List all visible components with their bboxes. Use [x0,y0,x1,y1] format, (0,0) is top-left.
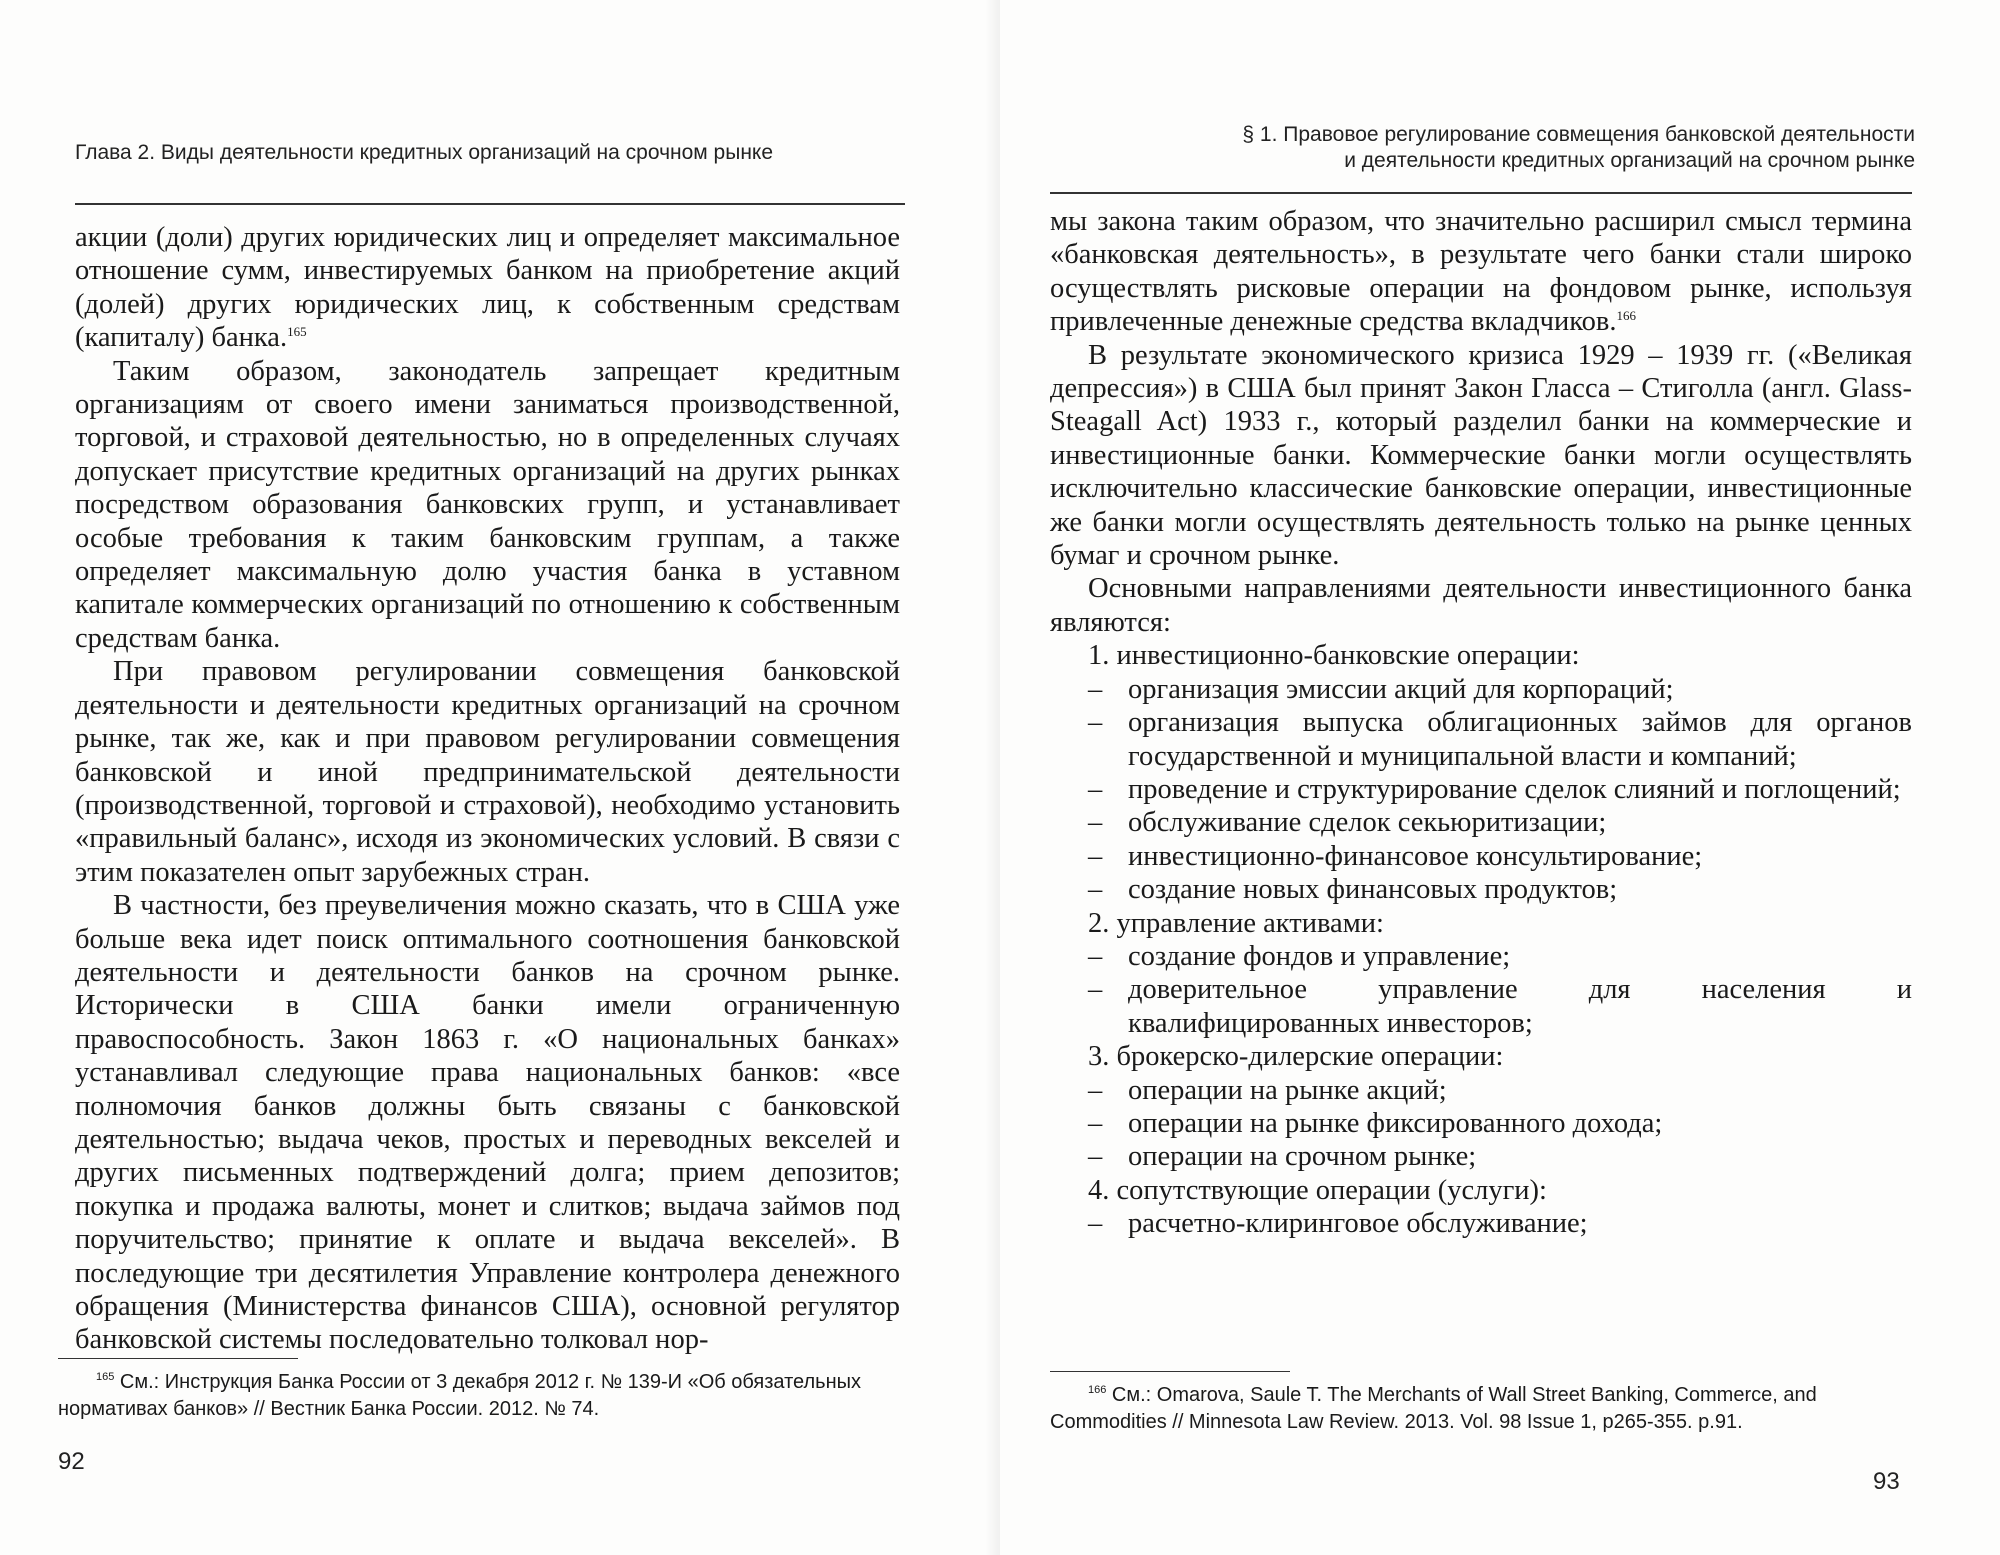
list-item [1050,1207,1912,1240]
right-paragraph-3: Основными направлениями деятельности инвестиционного банка являются: [1050,573,1912,638]
right-paragraph-1 [1050,205,1912,339]
list-item [1050,1074,1912,1107]
list-heading [1050,907,1912,940]
right-paragraph-1-text: мы закона таким образом, что значительно расширил смысл термина «банковская деятельность», в результате чего банки стали широко осуществлять рисковые операции на фондовом рынке, используя привлеченные денежные средства вкладчиков. [1050,206,1912,338]
list-item-text: 2. управление активами: [1088,907,1384,939]
right-page-number: 93 [1873,1468,1900,1495]
dash-marker: – [1088,940,1103,972]
right-footnote-rule [1050,1371,1290,1372]
dash-marker: – [1088,1141,1103,1173]
list-heading [1050,1174,1912,1207]
list-item [1050,840,1912,873]
list-item [1050,873,1912,906]
left-footnote-rule [58,1358,298,1359]
list-item-text: организация выпуска облигационных займов для органов государственной и муниципальной власти и компаний; [1128,707,1912,772]
footnote-ref-166: 166 [1616,308,1636,324]
list-item-text: инвестиционно-финансовое консультирование; [1128,840,1703,872]
list-item-text: расчетно-клиринговое обслуживание; [1128,1208,1588,1240]
investment-bank-activities-list [1050,639,1912,1240]
left-body-text [75,221,900,1357]
right-footnote-text: См.: Omarova, Saule T. The Merchants of Wall Street Banking, Commerce, and Commodities // Minnesota Law Review. 2013. Vol. 98 Issue 1, p265-355. p.91. [1050,1384,1817,1433]
dash-marker: – [1088,707,1103,739]
list-item-text: создание фондов и управление; [1128,940,1511,972]
right-paragraph-2: В результате экономического кризиса 1929 – 1939 гг. («Великая депрессия») в США был принят Закон Гласса – Стиголла (англ. Glass-Steagall Act) 1933 г., который разделил банки на коммерческие и инвестиционные банки. Коммерческие банки могли осуществлять исключительно классические банковские операции, инвестиционные же банки могли осуществлять деятельность только на рынке ценных бумаг и срочном рынке. [1050,339,1912,572]
dash-marker: – [1088,840,1103,872]
right-footnote [1050,1382,1920,1436]
list-item [1050,1107,1912,1140]
dash-marker: – [1088,974,1103,1006]
dash-marker: – [1088,807,1103,839]
list-item-text: операции на рынке акций; [1128,1074,1447,1106]
list-item-text: проведение и структурирование сделок слияний и поглощений; [1128,773,1901,805]
dash-marker: – [1088,1107,1103,1139]
right-running-head [1075,122,1915,174]
right-header-rule [1050,192,1912,194]
list-item-text: 4. сопутствующие операции (услуги): [1088,1174,1547,1206]
list-item-text: 1. инвестиционно-банковские операции: [1088,640,1580,672]
left-paragraph-2: Таким образом, законодатель запрещает кредитным организациям от своего имени заниматься производственной, торговой, и страховой деятельностью, но в определенных случаях допускает присутствие кредитных организаций на других рынках посредством образования банковских групп, и устанавливает особые требования к таким банковским группам, а также определяет максимальную долю участия банка в уставном капитале коммерческих организаций по отношению к собственным средствам банка. [75,355,900,654]
list-item-text: обслуживание сделок секьюритизации; [1128,807,1607,839]
left-paragraph-3: При правовом регулировании совмещения банковской деятельности и деятельности кредитных организаций на срочном рынке, так же, как и при правовом регулировании совмещения банковской и иной предпринимательской деятельности (производственной, торговой и страховой), необходимо установить «правильный баланс», исходя из экономических условий. В связи с этим показателен опыт зарубежных стран. [75,656,900,888]
list-item-text: организация эмиссии акций для корпораций; [1128,673,1674,705]
dash-marker: – [1088,673,1103,705]
right-page [1000,0,2000,1555]
list-item [1050,673,1912,706]
footnote-ref-165: 165 [287,324,307,340]
list-item-text: 3. брокерско-дилерские операции: [1088,1041,1504,1073]
list-item-text: доверительное управление для населения и квалифицированных инвесторов; [1128,974,1912,1039]
left-paragraph-1 [75,221,900,355]
right-running-head-line-1: § 1. Правовое регулирование совмещения банковской деятельности [1242,123,1915,146]
dash-marker: – [1088,874,1103,906]
list-item [1050,806,1912,839]
footnote-mark-166: 166 [1088,1384,1107,1396]
list-item [1050,773,1912,806]
list-heading [1050,639,1912,672]
left-paragraph-1-text: акции (доли) других юридических лиц и определяет максимальное отношение сумм, инвестируемых банком на приобретение акций (долей) других юридических лиц, к собственным средствам (капиталу) банка. [75,222,900,354]
list-item [1050,706,1912,773]
left-paragraph-4: В частности, без преувеличения можно сказать, что в США уже больше века идет поиск оптимального соотношения банковской деятельности и деятельности банков на срочном рынке. Исторически в США банки имели ограниченную правоспособность. Закон 1863 г. «О национальных банках» устанавливал следующие права национальных банков: «все полномочия банков должны быть связаны с банковской деятельностью; выдача чеков, простых и переводных векселей и других письменных подтверждений долга; прием депозитов; покупка и продажа валюты, монет и слитков; выдача займов под поручительство; принятие к оплате и выдача векселей». В последующие три десятилетия Управление контролера денежного обращения (Министерства финансов США), основной регулятор банковской системы последовательно толковал нор- [75,890,900,1356]
dash-marker: – [1088,1208,1103,1240]
list-item-text: создание новых финансовых продуктов; [1128,874,1618,906]
dash-marker: – [1088,773,1103,805]
list-item [1050,1140,1912,1173]
dash-marker: – [1088,1074,1103,1106]
left-page-number: 92 [58,1448,85,1475]
left-running-head: Глава 2. Виды деятельности кредитных организаций на срочном рынке [75,141,774,164]
right-running-head-line-2: и деятельности кредитных организаций на срочном рынке [1344,149,1915,172]
list-item [1050,973,1912,1040]
list-heading [1050,1040,1912,1073]
right-body-text [1050,205,1912,1241]
list-item-text: операции на срочном рынке; [1128,1141,1477,1173]
left-header-rule [75,203,905,205]
left-footnote [58,1369,898,1423]
left-footnote-text: См.: Инструкция Банка России от 3 декабря 2012 г. № 139-И «Об обязательных нормативах банков» // Вестник Банка России. 2012. № 74. [58,1371,862,1420]
list-item [1050,940,1912,973]
footnote-mark-165: 165 [96,1371,115,1383]
list-item-text: операции на рынке фиксированного дохода; [1128,1107,1663,1139]
